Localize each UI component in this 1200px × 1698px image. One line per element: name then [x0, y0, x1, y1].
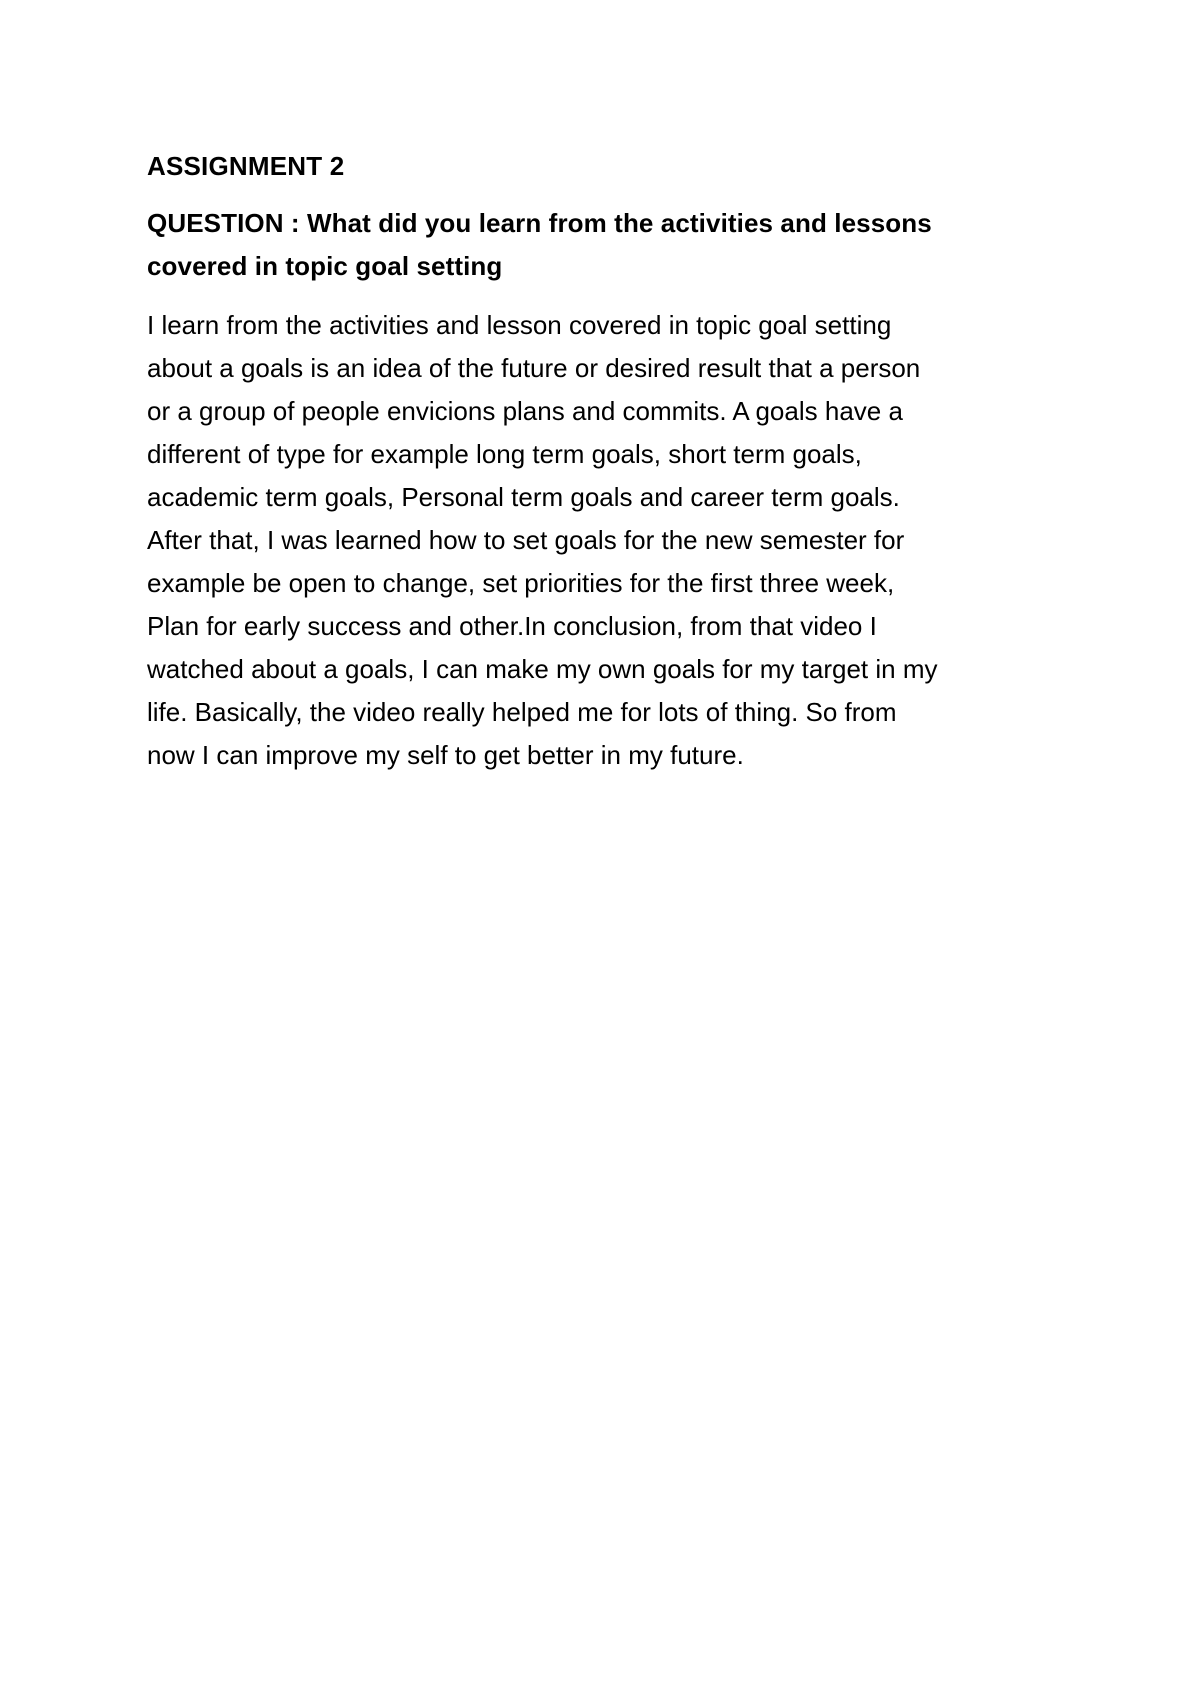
- document-content: [147, 146, 1067, 777]
- answer-line: I learn from the activities and lesson covered in topic goal setting: [147, 310, 892, 340]
- answer-line: example be open to change, set priorities for the first three week,: [147, 568, 895, 598]
- question-line: covered in topic goal setting: [147, 251, 503, 281]
- answer-line: watched about a goals, I can make my own goals for my target in my: [147, 654, 938, 684]
- answer-line: or a group of people envicions plans and commits. A goals have a: [147, 396, 903, 426]
- answer-line: academic term goals, Personal term goals and career term goals.: [147, 482, 900, 512]
- question-line: QUESTION : What did you learn from the activities and lessons: [147, 208, 932, 238]
- question-heading: [147, 202, 1067, 288]
- answer-line: now I can improve my self to get better in my future.: [147, 740, 744, 770]
- answer-line: different of type for example long term goals, short term goals,: [147, 439, 862, 469]
- answer-paragraph: [147, 304, 1067, 777]
- answer-line: After that, I was learned how to set goals for the new semester for: [147, 525, 905, 555]
- answer-line: life. Basically, the video really helped me for lots of thing. So from: [147, 697, 897, 727]
- answer-line: about a goals is an idea of the future or desired result that a person: [147, 353, 921, 383]
- answer-line: Plan for early success and other.In conclusion, from that video I: [147, 611, 877, 641]
- assignment-title: ASSIGNMENT 2: [147, 151, 345, 181]
